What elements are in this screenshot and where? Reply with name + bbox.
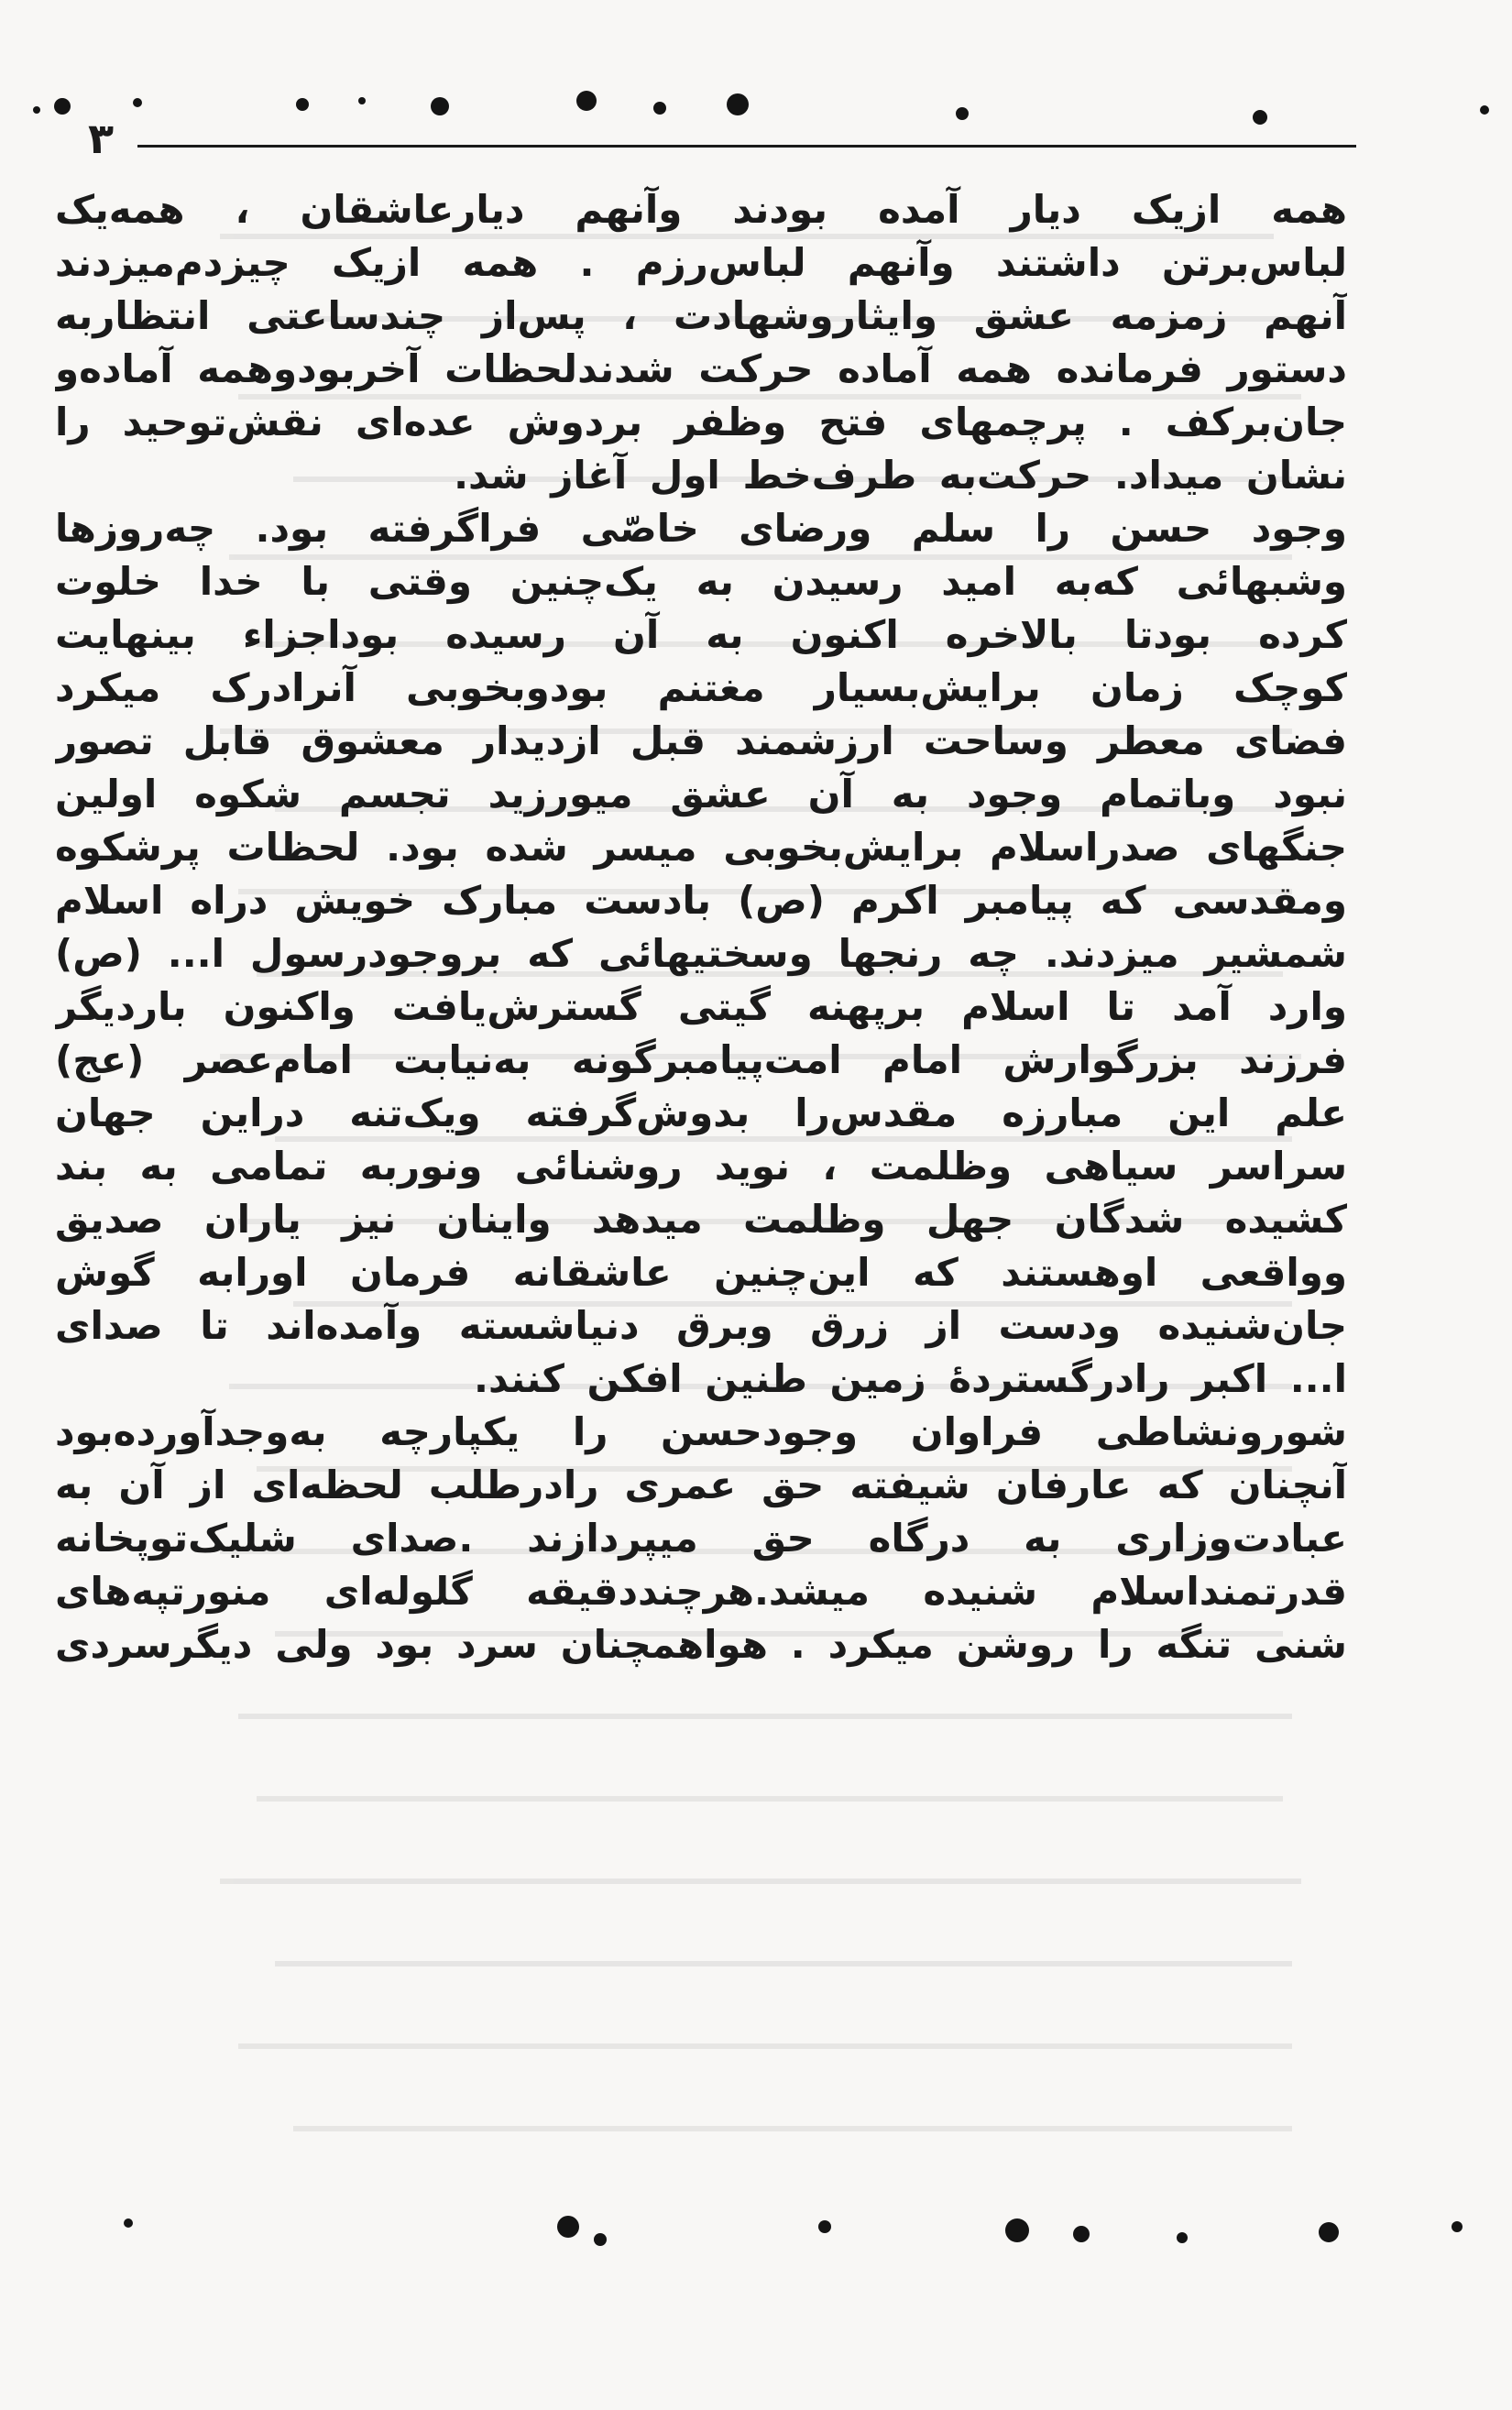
text-line-28: شنی تنگه را روشن میکرد . هواهمچنان سرد بود ولی دیگرسردی [55,1622,1347,1667]
text-line-8: وشبهائی که‌به امید رسیدن به یک‌چنین وقتی با خدا خلوت [55,559,1347,604]
text-line-10: کوچک زمان برایش‌بسیار مغتنم بودوبخوبی آنرادرک میکرد [55,665,1347,710]
text-line-13: جنگهای صدراسلام برایش‌بخوبی میسر شده بود. لحظات پرشکوه [55,825,1347,870]
text-line-9: کرده بودتا بالاخره اکنون به آن رسیده بوداجزاء بینهایت [55,612,1347,657]
header-rule [137,145,1356,148]
text-line-15: شمشیر میزدند. چه رنجها وسختیهائی که بروجودرسول ا... (ص) [55,931,1347,976]
text-line-27: قدرتمنداسلام شنیده میشد.هرچنددقیقه گلوله‌ای منورتپه‌های [55,1569,1347,1614]
text-line-6: نشان میداد. حرکت‌به طرف‌خط اول آغاز شد. [454,453,1347,498]
top-ink-specks [0,82,1512,137]
text-line-1: همه ازیک دیار آمده بودند وآنهم دیارعاشقان ، همه‌یک [55,187,1347,232]
text-line-17: فرزند بزرگوارش امام امت‌پیامبرگونه به‌نیابت امام‌عصر (عج) [55,1037,1347,1082]
article-body [55,183,1347,1671]
text-line-19: سراسر سیاهی وظلمت ، نوید روشنائی ونوربه تمامی به بند [55,1144,1347,1189]
text-line-3: آنهم زمزمه عشق وایثاروشهادت ، پس‌از چندساعتی انتظاربه [55,293,1347,338]
text-line-23: ا... اکبر رادرگستردهٔ زمین طنین افکن کنند. [474,1356,1347,1401]
text-line-20: کشیده شدگان جهل وظلمت میدهد واینان نیز یاران صدیق [55,1197,1347,1242]
bottom-ink-specks [0,2199,1512,2273]
text-line-4: دستور فرمانده همه آماده حرکت شدندلحظات آخربودوهمه آماده‌و [55,346,1347,391]
text-line-26: عبادت‌وزاری به درگاه حق میپردازند .صدای شلیک‌توپخانه [55,1516,1347,1561]
text-line-16: وارد آمد تا اسلام برپهنه گیتی گسترش‌یافت واکنون باردیگر [55,984,1347,1029]
text-line-5: جان‌برکف . پرچمهای فتح وظفر بردوش عده‌ای نقش‌توحید را [55,400,1347,444]
text-line-7: وجود حسن را سلم ورضای خاصّی فراگرفته بود. چه‌روزها [55,506,1347,551]
text-line-25: آنچنان که عارفان شیفته حق عمری رادرطلب لحظه‌ای از آن به [55,1462,1347,1507]
text-line-12: نبود وباتمام وجود به آن عشق میورزید تجسم شکوه اولین [55,772,1347,816]
text-line-11: فضای معطر وساحت ارزشمند قبل ازدیدار معشوق قابل تصور [55,718,1347,763]
text-line-24: شورونشاطی فراوان وجودحسن را یکپارچه به‌وجدآورده‌بود [55,1409,1347,1454]
text-line-2: لباس‌برتن داشتند وآنهم لباس‌رزم . همه ازیک چیزدم‌میزدند [55,240,1347,285]
text-line-22: جان‌شنیده ودست از زرق وبرق دنیاشسته وآمده‌اند تا صدای [55,1303,1347,1348]
text-line-21: وواقعی اوهستند که این‌چنین عاشقانه فرمان اورابه گوش [55,1250,1347,1295]
page-number: ۳ [88,114,115,163]
text-line-14: ومقدسی که پیامبر اکرم (ص) بادست مبارک خویش دراه اسلام [55,878,1347,923]
text-line-18: علم این مبارزه مقدس‌را بدوش‌گرفته ویک‌تنه دراین جهان [55,1090,1347,1135]
